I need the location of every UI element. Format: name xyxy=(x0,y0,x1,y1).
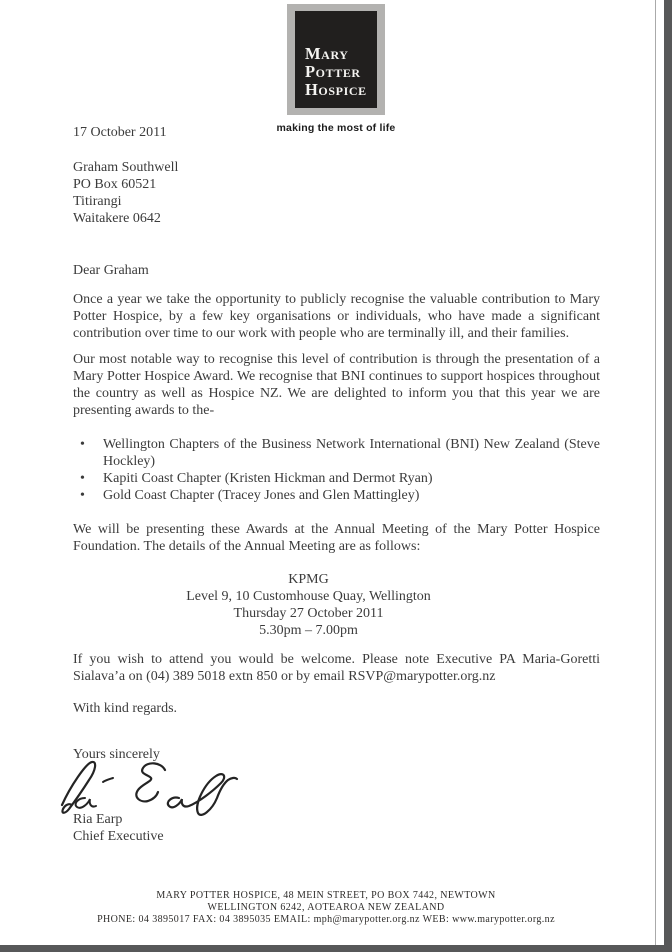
logo-word-potter: Potter xyxy=(305,62,361,81)
letterhead xyxy=(0,4,672,152)
scan-artifact-line xyxy=(655,0,656,946)
closing-line: With kind regards. xyxy=(73,701,178,716)
footer-contact-line: PHONE: 04 3895017 FAX: 04 3895035 EMAIL: mph@marypotter.org.nz WEB: www.marypotter.org.nz xyxy=(97,914,555,925)
sender-title: Chief Executive xyxy=(73,829,164,844)
event-date: Thursday 27 October 2011 xyxy=(233,606,384,621)
recipient-suburb: Titirangi xyxy=(73,194,122,209)
event-address: Level 9, 10 Customhouse Quay, Wellington xyxy=(186,589,431,604)
handwritten-signature xyxy=(58,759,248,817)
recipient-city: Waitakere 0642 xyxy=(73,211,161,226)
footer-street-line: MARY POTTER HOSPICE, 48 MEIN STREET, PO BOX 7442, NEWTOWN xyxy=(156,890,496,901)
logo-word-hospice: Hospice xyxy=(305,80,367,99)
list-item: • Kapiti Coast Chapter (Kristen Hickman and Dermot Ryan) xyxy=(73,470,600,487)
award-recipients-list xyxy=(73,436,600,504)
letter-footer xyxy=(0,890,652,926)
hospice-logo-inner xyxy=(295,11,377,108)
recipient-name: Graham Southwell xyxy=(73,160,179,175)
recipient-po-box: PO Box 60521 xyxy=(73,177,157,192)
paragraph-2: Our most notable way to recognise this level of contribution is through the presentation of a Mary Potter Hospice Award. We recognise that BNI continues to support hospices throughout the country as well as Hospice NZ. We are delighted to inform you that this year we are presenting awards to the- xyxy=(73,352,600,418)
letter-date: 17 October 2011 xyxy=(73,125,167,140)
recipient-address xyxy=(73,159,600,227)
paragraph-1: Once a year we take the opportunity to publicly recognise the valuable contribution to Mary Potter Hospice, by a few key organisations or individuals, who have made a significant contribution over time to our work with people who are terminally ill, and their families. xyxy=(73,292,600,341)
sender-name: Ria Earp xyxy=(73,812,123,827)
list-item: • Gold Coast Chapter (Tracey Jones and Glen Mattingley) xyxy=(73,487,600,504)
event-venue: KPMG xyxy=(288,572,329,587)
logo-word-mary: Mary xyxy=(305,44,349,63)
paragraph-3: We will be presenting these Awards at the Annual Meeting of the Mary Potter Hospice Foundation. The details of the Annual Meeting are as follows: xyxy=(73,522,600,554)
list-item: • Wellington Chapters of the Business Network International (BNI) New Zealand (Steve Hockley) xyxy=(73,436,600,470)
signoff-line: Yours sincerely xyxy=(73,747,160,762)
scan-artifact-right-bar xyxy=(664,0,672,952)
scan-artifact-bottom-bar xyxy=(0,945,672,952)
letter-body xyxy=(73,159,600,845)
event-details xyxy=(73,571,544,639)
hospice-logo xyxy=(287,4,385,115)
paragraph-4: If you wish to attend you would be welcome. Please note Executive PA Maria-Goretti Sialava’a on (04) 389 5018 extn 850 or by email RSVP@marypotter.org.nz xyxy=(73,652,600,684)
logo-tagline: making the most of life xyxy=(276,122,396,134)
salutation: Dear Graham xyxy=(73,263,149,278)
event-time: 5.30pm – 7.00pm xyxy=(259,623,358,638)
footer-city-line: WELLINGTON 6242, AOTEAROA NEW ZEALAND xyxy=(207,902,445,913)
